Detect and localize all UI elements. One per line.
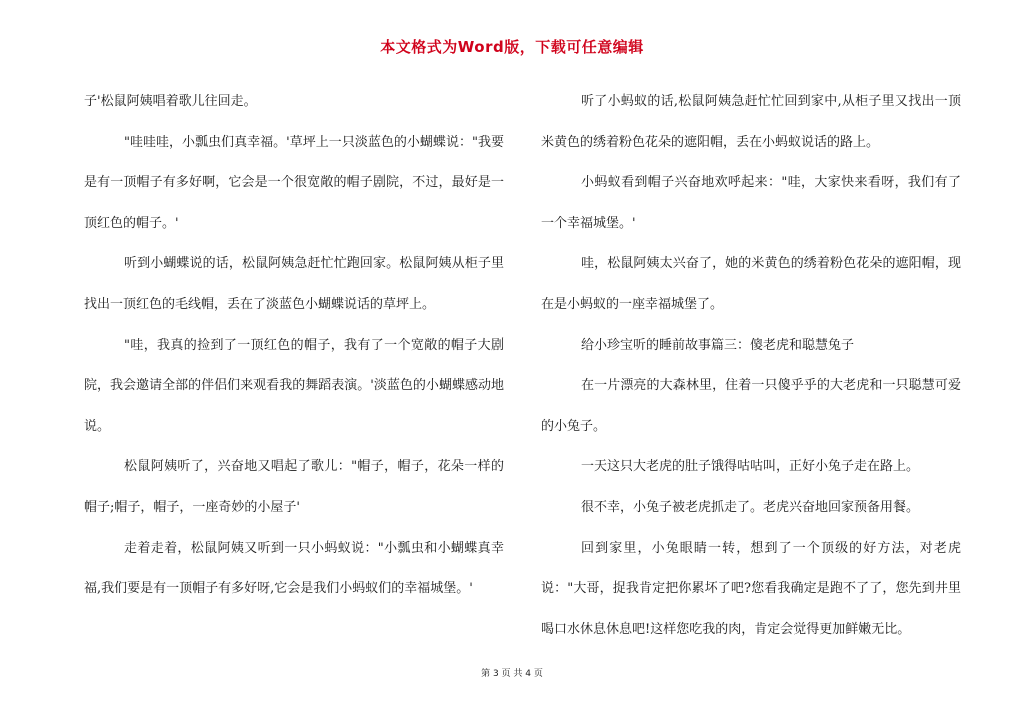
paragraph: 在一片漂亮的大森林里，住着一只傻乎乎的大老虎和一只聪慧可爱的小兔子。 (541, 378, 961, 434)
right-column (541, 82, 961, 650)
download-banner: 本文格式为Word版，下载可任意编辑 (380, 38, 644, 56)
paragraph: 回到家里，小兔眼睛一转，想到了一个顶级的好方法，对老虎说："大哥，捉我肯定把你累坏了吧?您看我确定是跑不了了，您先到井里喝口水休息休息吧!这样您吃我的肉，肯定会觉得更加鲜嫩无比。 (541, 540, 961, 637)
paragraph: 松鼠阿姨听了，兴奋地又唱起了歌儿："帽子，帽子，花朵一样的帽子;帽子，帽子，一座奇妙的小屋子' (84, 459, 504, 515)
paragraph: 听到小蝴蝶说的话，松鼠阿姨急赶忙忙跑回家。松鼠阿姨从柜子里找出一顶红色的毛线帽，丢在了淡蓝色小蝴蝶说话的草坪上。 (84, 256, 504, 312)
paragraph: 一天这只大老虎的肚子饿得咕咕叫，正好小兔子走在路上。 (581, 459, 920, 475)
paragraph: "哇，我真的捡到了一顶红色的帽子，我有了一个宽敞的帽子大剧院，我会邀请全部的伴侣们来观看我的舞蹈表演。'淡蓝色的小蝴蝶感动地说。 (84, 337, 504, 434)
paragraph: "哇哇哇，小瓢虫们真幸福。'草坪上一只淡蓝色的小蝴蝶说："我要是有一顶帽子有多好啊，它会是一个很宽敞的帽子剧院，不过，最好是一顶红色的帽子。' (84, 134, 504, 231)
paragraph: 哇，松鼠阿姨太兴奋了，她的米黄色的绣着粉色花朵的遮阳帽，现在是小蚂蚁的一座幸福城堡了。 (541, 256, 961, 312)
paragraph: 子'松鼠阿姨唱着歌儿往回走。 (84, 94, 257, 109)
paragraph: 听了小蚂蚁的话,松鼠阿姨急赶忙忙回到家中,从柜子里又找出一顶米黄色的绣着粉色花朵的遮阳帽，丢在小蚂蚁说话的路上。 (541, 94, 961, 150)
section-heading: 给小珍宝听的睡前故事篇三：傻老虎和聪慧兔子 (581, 337, 855, 353)
paragraph: 走着走着，松鼠阿姨又听到一只小蚂蚁说："小瓢虫和小蝴蝶真幸福,我们要是有一顶帽子有多好呀,它会是我们小蚂蚁们的幸福城堡。' (84, 540, 504, 597)
paragraph: 小蚂蚁看到帽子兴奋地欢呼起来："哇，大家快来看呀，我们有了一个幸福城堡。' (541, 175, 961, 231)
left-column (84, 82, 504, 610)
paragraph: 很不幸，小兔子被老虎抓走了。老虎兴奋地回家预备用餐。 (581, 499, 920, 515)
page-number: 第 3 页 共 4 页 (481, 669, 543, 679)
